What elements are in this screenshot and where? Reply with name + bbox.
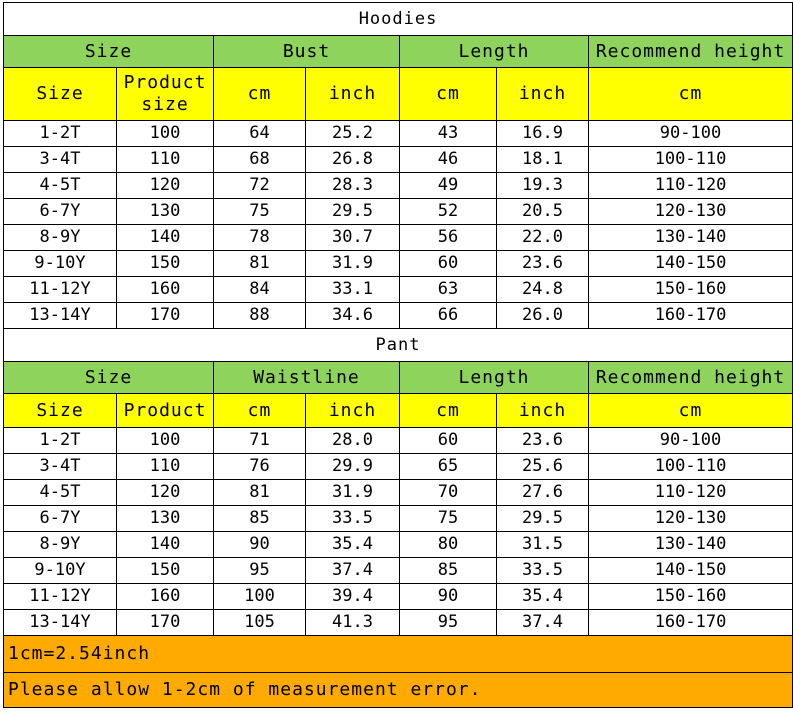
table-cell: 140-150 <box>589 558 793 584</box>
table-cell: 140-150 <box>589 251 793 277</box>
table-cell: 64 <box>214 121 306 147</box>
table-cell: 23.6 <box>497 428 589 454</box>
table-cell: 43 <box>400 121 497 147</box>
table-row <box>4 277 793 303</box>
table-cell: 100 <box>214 584 306 610</box>
table-cell: 84 <box>214 277 306 303</box>
table-cell: 130-140 <box>589 532 793 558</box>
table-cell: 31.9 <box>306 251 400 277</box>
table-cell: 90 <box>214 532 306 558</box>
table-cell: 33.5 <box>306 506 400 532</box>
table-cell: 71 <box>214 428 306 454</box>
sub-header: inch <box>497 394 589 428</box>
table-cell: 63 <box>400 277 497 303</box>
table-cell: 9-10Y <box>4 251 117 277</box>
table-row <box>4 532 793 558</box>
table-cell: 3-4T <box>4 147 117 173</box>
table-cell: 60 <box>400 251 497 277</box>
table-cell: 130 <box>117 506 214 532</box>
table-cell: 26.8 <box>306 147 400 173</box>
table-cell: 81 <box>214 251 306 277</box>
table-cell: 13-14Y <box>4 303 117 329</box>
table-cell: 56 <box>400 225 497 251</box>
sub-header: Size <box>4 68 117 121</box>
table-row <box>4 584 793 610</box>
table-cell: 130 <box>117 199 214 225</box>
group-header: Length <box>400 36 589 68</box>
table-row <box>4 454 793 480</box>
table-row <box>4 610 793 636</box>
sub-header: cm <box>214 68 306 121</box>
table-cell: 100 <box>117 121 214 147</box>
hoodies-sub-header-row <box>4 68 793 121</box>
table-cell: 75 <box>214 199 306 225</box>
sub-header: inch <box>306 68 400 121</box>
table-row <box>4 506 793 532</box>
table-cell: 110-120 <box>589 173 793 199</box>
sub-header: cm <box>400 394 497 428</box>
table-cell: 65 <box>400 454 497 480</box>
note-row <box>4 636 793 673</box>
table-row <box>4 147 793 173</box>
table-cell: 75 <box>400 506 497 532</box>
size-chart-table <box>3 2 793 708</box>
pant-sub-header-row <box>4 394 793 428</box>
table-cell: 6-7Y <box>4 506 117 532</box>
table-cell: 120-130 <box>589 199 793 225</box>
table-cell: 23.6 <box>497 251 589 277</box>
table-cell: 26.0 <box>497 303 589 329</box>
table-cell: 28.3 <box>306 173 400 199</box>
table-cell: 95 <box>214 558 306 584</box>
table-cell: 4-5T <box>4 480 117 506</box>
pant-title: Pant <box>4 329 793 362</box>
table-cell: 100-110 <box>589 454 793 480</box>
table-cell: 9-10Y <box>4 558 117 584</box>
table-cell: 41.3 <box>306 610 400 636</box>
table-cell: 120 <box>117 173 214 199</box>
table-cell: 31.9 <box>306 480 400 506</box>
table-cell: 85 <box>400 558 497 584</box>
measurement-error-note: Please allow 1-2cm of measurement error. <box>4 673 793 708</box>
table-cell: 6-7Y <box>4 199 117 225</box>
table-row <box>4 199 793 225</box>
hoodies-title: Hoodies <box>4 3 793 36</box>
sub-header: Size <box>4 394 117 428</box>
table-cell: 25.6 <box>497 454 589 480</box>
table-cell: 66 <box>400 303 497 329</box>
table-cell: 81 <box>214 480 306 506</box>
table-cell: 13-14Y <box>4 610 117 636</box>
table-cell: 80 <box>400 532 497 558</box>
table-cell: 160-170 <box>589 303 793 329</box>
table-cell: 60 <box>400 428 497 454</box>
pant-title-row <box>4 329 793 362</box>
table-cell: 29.5 <box>306 199 400 225</box>
hoodies-group-header-row <box>4 36 793 68</box>
group-header: Waistline <box>214 362 400 394</box>
group-header: Length <box>400 362 589 394</box>
sub-header: Product size <box>117 68 214 121</box>
group-header: Bust <box>214 36 400 68</box>
sub-header: Product <box>117 394 214 428</box>
table-row <box>4 480 793 506</box>
table-cell: 31.5 <box>497 532 589 558</box>
table-cell: 120-130 <box>589 506 793 532</box>
table-cell: 35.4 <box>497 584 589 610</box>
table-cell: 29.9 <box>306 454 400 480</box>
table-cell: 160 <box>117 584 214 610</box>
sub-header: cm <box>400 68 497 121</box>
table-cell: 78 <box>214 225 306 251</box>
table-cell: 4-5T <box>4 173 117 199</box>
sub-header: inch <box>306 394 400 428</box>
table-cell: 100-110 <box>589 147 793 173</box>
sub-header: cm <box>214 394 306 428</box>
table-cell: 28.0 <box>306 428 400 454</box>
table-cell: 27.6 <box>497 480 589 506</box>
hoodies-title-row <box>4 3 793 36</box>
table-cell: 37.4 <box>306 558 400 584</box>
table-cell: 1-2T <box>4 121 117 147</box>
table-cell: 34.6 <box>306 303 400 329</box>
table-cell: 140 <box>117 532 214 558</box>
group-header: Recommend height <box>589 36 793 68</box>
note-row <box>4 673 793 708</box>
table-cell: 72 <box>214 173 306 199</box>
table-cell: 46 <box>400 147 497 173</box>
table-row <box>4 558 793 584</box>
table-cell: 30.7 <box>306 225 400 251</box>
table-row <box>4 428 793 454</box>
table-cell: 35.4 <box>306 532 400 558</box>
table-cell: 150 <box>117 251 214 277</box>
conversion-note: 1cm=2.54inch <box>4 636 793 673</box>
sub-header: inch <box>497 68 589 121</box>
table-cell: 70 <box>400 480 497 506</box>
table-row <box>4 303 793 329</box>
table-cell: 33.1 <box>306 277 400 303</box>
group-header: Size <box>4 362 214 394</box>
table-cell: 105 <box>214 610 306 636</box>
table-cell: 90-100 <box>589 121 793 147</box>
table-cell: 22.0 <box>497 225 589 251</box>
table-cell: 170 <box>117 610 214 636</box>
table-cell: 140 <box>117 225 214 251</box>
table-cell: 150-160 <box>589 584 793 610</box>
table-cell: 37.4 <box>497 610 589 636</box>
table-cell: 150-160 <box>589 277 793 303</box>
table-cell: 52 <box>400 199 497 225</box>
table-cell: 49 <box>400 173 497 199</box>
table-row <box>4 121 793 147</box>
table-cell: 110-120 <box>589 480 793 506</box>
pant-group-header-row <box>4 362 793 394</box>
table-cell: 130-140 <box>589 225 793 251</box>
table-cell: 20.5 <box>497 199 589 225</box>
table-cell: 16.9 <box>497 121 589 147</box>
table-cell: 33.5 <box>497 558 589 584</box>
table-cell: 95 <box>400 610 497 636</box>
table-row <box>4 225 793 251</box>
sub-header: cm <box>589 68 793 121</box>
table-cell: 170 <box>117 303 214 329</box>
table-cell: 120 <box>117 480 214 506</box>
group-header: Size <box>4 36 214 68</box>
table-cell: 160-170 <box>589 610 793 636</box>
sub-header: cm <box>589 394 793 428</box>
table-cell: 19.3 <box>497 173 589 199</box>
table-cell: 24.8 <box>497 277 589 303</box>
table-cell: 25.2 <box>306 121 400 147</box>
table-cell: 100 <box>117 428 214 454</box>
table-cell: 110 <box>117 454 214 480</box>
table-cell: 90 <box>400 584 497 610</box>
table-cell: 18.1 <box>497 147 589 173</box>
table-cell: 90-100 <box>589 428 793 454</box>
table-cell: 110 <box>117 147 214 173</box>
table-cell: 1-2T <box>4 428 117 454</box>
table-cell: 88 <box>214 303 306 329</box>
table-cell: 85 <box>214 506 306 532</box>
group-header: Recommend height <box>589 362 793 394</box>
table-cell: 76 <box>214 454 306 480</box>
table-cell: 68 <box>214 147 306 173</box>
table-cell: 11-12Y <box>4 584 117 610</box>
table-cell: 8-9Y <box>4 532 117 558</box>
size-chart-body <box>4 3 793 708</box>
table-row <box>4 251 793 277</box>
table-cell: 39.4 <box>306 584 400 610</box>
table-row <box>4 173 793 199</box>
table-cell: 160 <box>117 277 214 303</box>
table-cell: 8-9Y <box>4 225 117 251</box>
table-cell: 11-12Y <box>4 277 117 303</box>
table-cell: 29.5 <box>497 506 589 532</box>
table-cell: 3-4T <box>4 454 117 480</box>
table-cell: 150 <box>117 558 214 584</box>
